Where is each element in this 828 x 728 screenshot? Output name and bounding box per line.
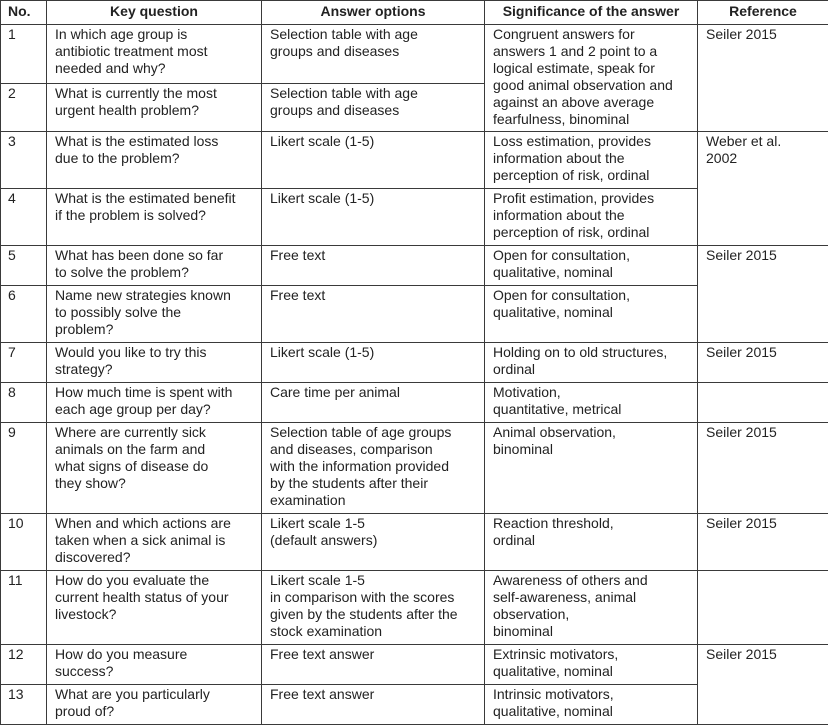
- reference-cell: Seiler 2015: [698, 423, 828, 514]
- answer-options-cell: Likert scale (1-5): [262, 132, 485, 189]
- significance-cell: Animal observation, binominal: [485, 423, 698, 514]
- significance-cell: Open for consultation, qualitative, nominal: [485, 286, 698, 343]
- row-number: 6: [1, 286, 47, 343]
- table-row: [1, 383, 828, 423]
- answer-options-cell: Likert scale 1-5 (default answers): [262, 514, 485, 571]
- significance-cell: Extrinsic motivators, qualitative, nominal: [485, 645, 698, 685]
- table-row: [1, 423, 828, 514]
- table-row: [1, 514, 828, 571]
- key-question-cell: How much time is spent with each age group per day?: [47, 383, 262, 423]
- significance-cell: Congruent answers for answers 1 and 2 point to a logical estimate, speak for good animal observation and against an above average fearfulness, binominal: [485, 25, 698, 132]
- reference-cell: Seiler 2015: [698, 25, 828, 132]
- reference-cell: Seiler 2015: [698, 343, 828, 383]
- significance-cell: Open for consultation, qualitative, nominal: [485, 246, 698, 286]
- reference-cell: [698, 571, 828, 645]
- reference-cell: Weber et al. 2002: [698, 132, 828, 246]
- answer-options-cell: Selection table with age groups and diseases: [262, 84, 485, 132]
- row-number: 4: [1, 189, 47, 246]
- key-question-cell: Would you like to try this strategy?: [47, 343, 262, 383]
- answer-options-cell: Likert scale (1-5): [262, 343, 485, 383]
- row-number: 3: [1, 132, 47, 189]
- table-row: [1, 25, 828, 84]
- key-question-cell: What has been done so far to solve the problem?: [47, 246, 262, 286]
- answer-options-cell: Free text answer: [262, 645, 485, 685]
- answer-options-cell: Likert scale (1-5): [262, 189, 485, 246]
- significance-cell: Reaction threshold, ordinal: [485, 514, 698, 571]
- answer-options-cell: Free text: [262, 246, 485, 286]
- header-key-question: Key question: [47, 1, 262, 25]
- row-number: 9: [1, 423, 47, 514]
- row-number: 13: [1, 685, 47, 725]
- row-number: 11: [1, 571, 47, 645]
- answer-options-cell: Likert scale 1-5 in comparison with the scores given by the students after the stock examination: [262, 571, 485, 645]
- row-number: 5: [1, 246, 47, 286]
- significance-cell: Loss estimation, provides information about the perception of risk, ordinal: [485, 132, 698, 189]
- header-significance: Significance of the answer: [485, 1, 698, 25]
- answer-options-cell: Free text answer: [262, 685, 485, 725]
- key-question-cell: How do you evaluate the current health status of your livestock?: [47, 571, 262, 645]
- table-row: [1, 343, 828, 383]
- row-number: 12: [1, 645, 47, 685]
- reference-cell: Seiler 2015: [698, 645, 828, 725]
- table-row: [1, 645, 828, 685]
- reference-cell: Seiler 2015: [698, 246, 828, 343]
- header-reference: Reference: [698, 1, 828, 25]
- key-question-cell: What is currently the most urgent health problem?: [47, 84, 262, 132]
- significance-cell: Profit estimation, provides information about the perception of risk, ordinal: [485, 189, 698, 246]
- row-number: 7: [1, 343, 47, 383]
- answer-options-cell: Selection table of age groups and diseases, comparison with the information provided by the students after their examination: [262, 423, 485, 514]
- reference-cell: Seiler 2015: [698, 514, 828, 571]
- key-question-cell: What are you particularly proud of?: [47, 685, 262, 725]
- answer-options-cell: Selection table with age groups and diseases: [262, 25, 485, 84]
- row-number: 10: [1, 514, 47, 571]
- key-question-cell: Name new strategies known to possibly solve the problem?: [47, 286, 262, 343]
- significance-cell: Intrinsic motivators, qualitative, nominal: [485, 685, 698, 725]
- reference-cell: [698, 383, 828, 423]
- significance-cell: Holding on to old structures, ordinal: [485, 343, 698, 383]
- significance-cell: Awareness of others and self-awareness, animal observation, binominal: [485, 571, 698, 645]
- answer-options-cell: Care time per animal: [262, 383, 485, 423]
- row-number: 2: [1, 84, 47, 132]
- header-answer-options: Answer options: [262, 1, 485, 25]
- header-row: [1, 1, 828, 25]
- key-question-cell: What is the estimated benefit if the problem is solved?: [47, 189, 262, 246]
- table-row: [1, 246, 828, 286]
- row-number: 1: [1, 25, 47, 84]
- answer-options-cell: Free text: [262, 286, 485, 343]
- key-question-cell: When and which actions are taken when a sick animal is discovered?: [47, 514, 262, 571]
- key-question-cell: Where are currently sick animals on the farm and what signs of disease do they show?: [47, 423, 262, 514]
- significance-cell: Motivation, quantitative, metrical: [485, 383, 698, 423]
- key-question-cell: In which age group is antibiotic treatment most needed and why?: [47, 25, 262, 84]
- header-no: No.: [1, 1, 47, 25]
- row-number: 8: [1, 383, 47, 423]
- table-row: [1, 132, 828, 189]
- key-question-cell: What is the estimated loss due to the problem?: [47, 132, 262, 189]
- key-question-cell: How do you measure success?: [47, 645, 262, 685]
- table-row: [1, 571, 828, 645]
